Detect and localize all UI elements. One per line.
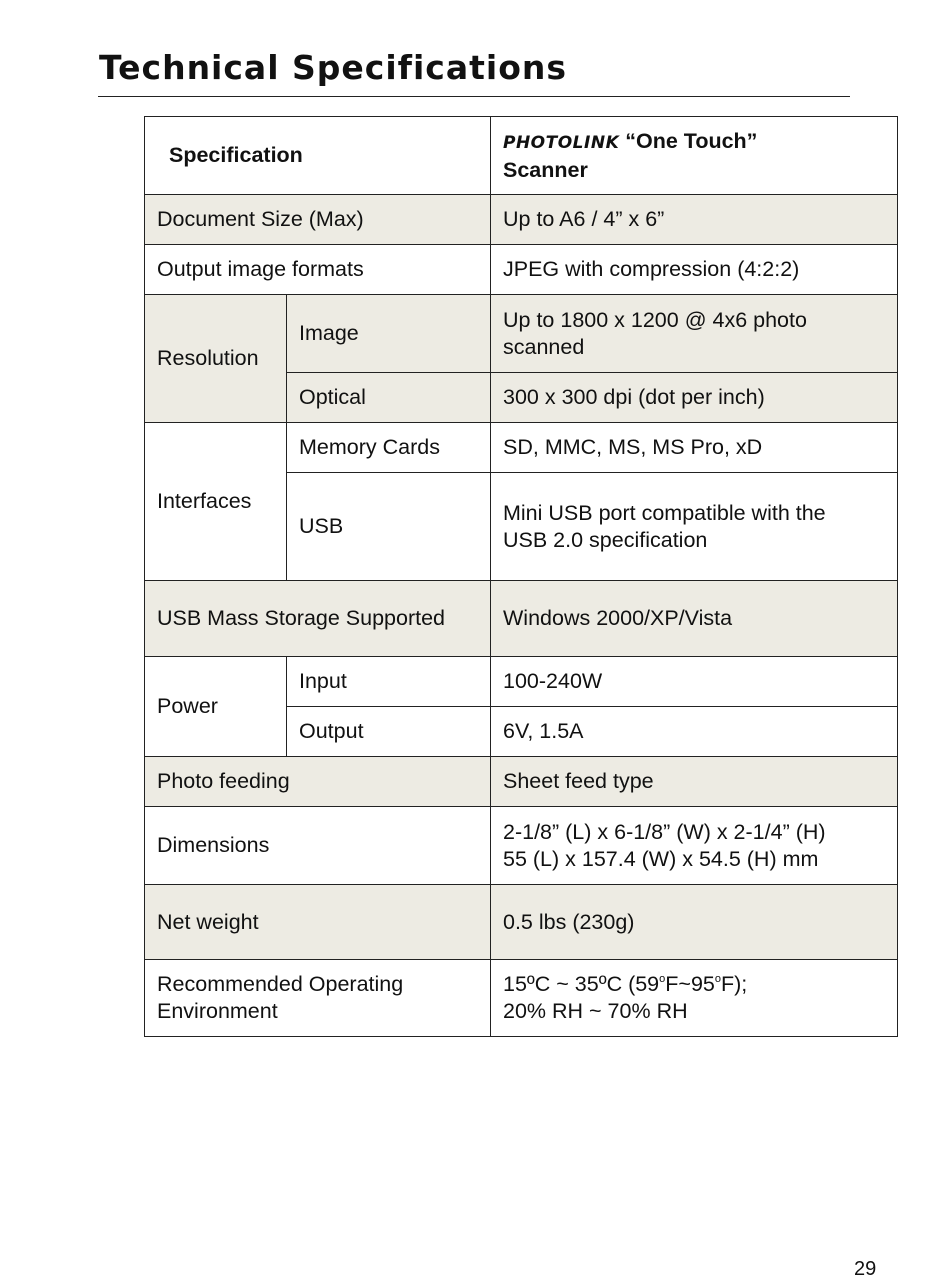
row-value: 6V, 1.5A (491, 707, 898, 757)
table-row-environment (145, 960, 898, 1037)
label-line: Environment (157, 999, 278, 1023)
sub-label-image: Image (287, 295, 491, 373)
page-number: 29 (854, 1258, 877, 1280)
header-product-cell (491, 117, 898, 195)
dimensions-value (491, 807, 898, 885)
row-value: Up to A6 / 4” x 6” (491, 195, 898, 245)
row-label: Photo feeding (145, 757, 491, 807)
sub-label-input: Input (287, 657, 491, 707)
sub-label-memory-cards: Memory Cards (287, 423, 491, 473)
header-specification-cell (145, 117, 491, 195)
environment-label (145, 960, 491, 1037)
sub-label-optical: Optical (287, 373, 491, 423)
photolink-logo: PHOTOLINK (503, 132, 620, 153)
spec-table (144, 116, 898, 1037)
product-name-line2: Scanner (503, 157, 588, 182)
row-label: USB Mass Storage Supported (145, 581, 491, 657)
temperature-range (503, 972, 747, 996)
row-value: Sheet feed type (491, 757, 898, 807)
table-row-mass-storage (145, 581, 898, 657)
value-line: 2-1/8” (L) x 6-1/8” (W) x 2-1/4” (H) (503, 819, 826, 844)
value-line: Up to 1800 x 1200 @ 4x6 photo (503, 307, 807, 332)
power-label: Power (145, 657, 287, 757)
table-row-photo-feeding (145, 757, 898, 807)
value-line: 55 (L) x 157.4 (W) x 54.5 (H) mm (503, 846, 819, 871)
table-row-output-formats (145, 245, 898, 295)
table-row-power-input (145, 657, 898, 707)
temp-part: 15ºC ~ 35ºC (59 (503, 972, 660, 996)
product-name-line1: “One Touch” (625, 128, 758, 153)
row-label: Dimensions (145, 807, 491, 885)
table-row-net-weight (145, 885, 898, 960)
resolution-image-value (491, 295, 898, 373)
label-line: Recommended Operating (157, 972, 404, 996)
row-value: 300 x 300 dpi (dot per inch) (491, 373, 898, 423)
header-specification-label: Specification (169, 143, 303, 167)
temp-part: F~95 (665, 972, 715, 996)
interfaces-usb-value (491, 473, 898, 581)
degree-mark: o (659, 973, 666, 985)
row-value: Windows 2000/XP/Vista (491, 581, 898, 657)
environment-value (491, 960, 898, 1037)
value-line: Mini USB port compatible with the (503, 500, 826, 525)
row-value: SD, MMC, MS, MS Pro, xD (491, 423, 898, 473)
table-row-document-size (145, 195, 898, 245)
row-label: Document Size (Max) (145, 195, 491, 245)
row-value: 100-240W (491, 657, 898, 707)
row-label: Net weight (145, 885, 491, 960)
page-title: Technical Specifications (99, 48, 568, 87)
sub-label-usb: USB (287, 473, 491, 581)
value-line: scanned (503, 334, 585, 359)
humidity-range: 20% RH ~ 70% RH (503, 999, 688, 1023)
sub-label-output: Output (287, 707, 491, 757)
resolution-label: Resolution (145, 295, 287, 423)
table-row-resolution-image (145, 295, 898, 373)
table-row-dimensions (145, 807, 898, 885)
title-divider (98, 96, 850, 97)
row-value: JPEG with compression (4:2:2) (491, 245, 898, 295)
value-line: USB 2.0 specification (503, 527, 708, 552)
degree-mark: o (714, 973, 721, 985)
row-value: 0.5 lbs (230g) (491, 885, 898, 960)
interfaces-label: Interfaces (145, 423, 287, 581)
temp-part: F); (721, 972, 748, 996)
row-label: Output image formats (145, 245, 491, 295)
table-header-row (145, 117, 898, 195)
table-row-interfaces-memory (145, 423, 898, 473)
